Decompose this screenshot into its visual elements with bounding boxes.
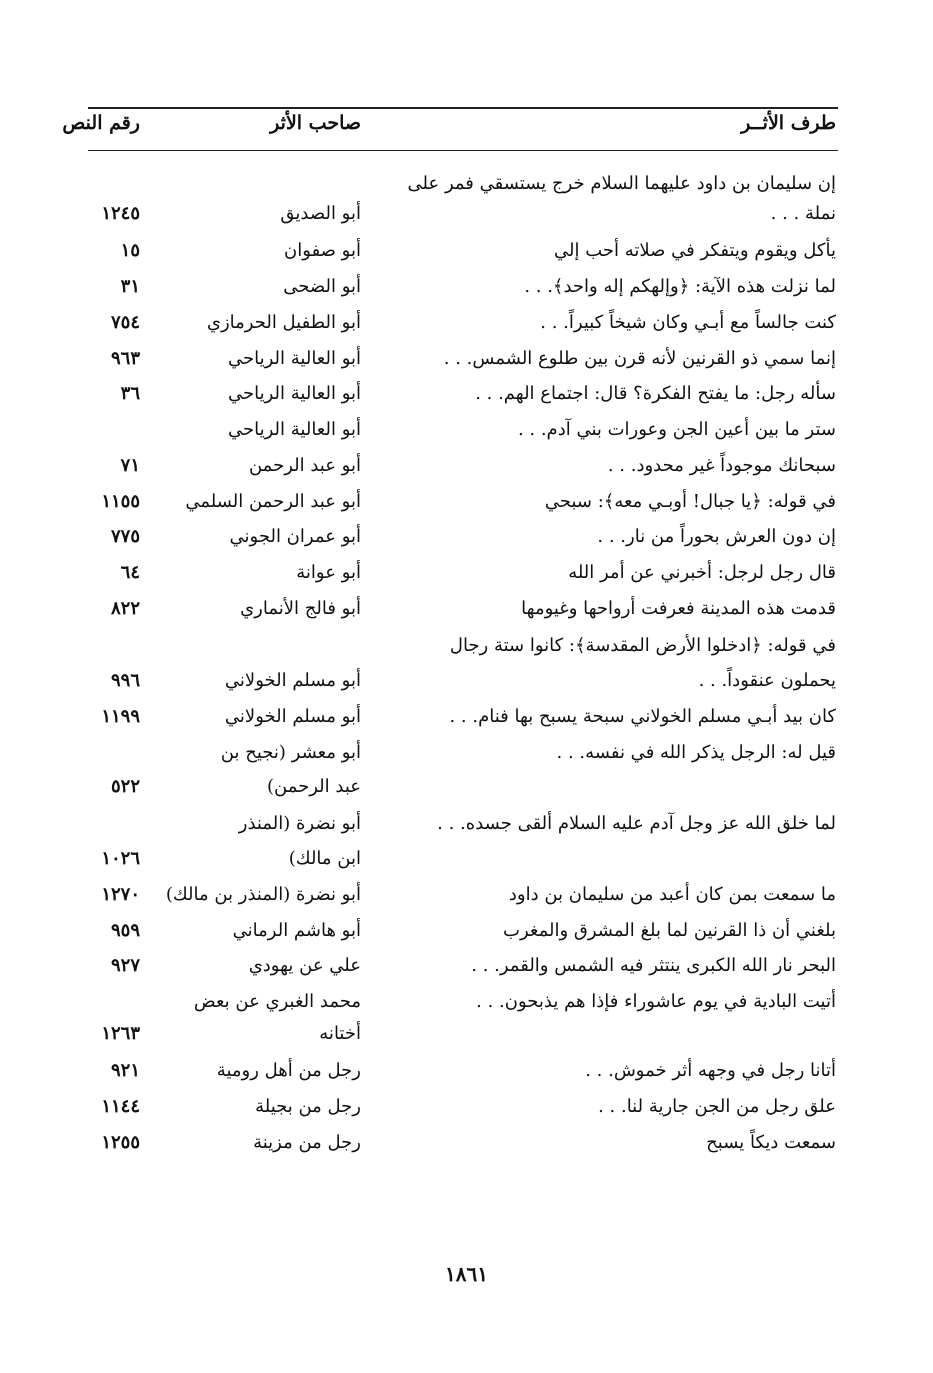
row-sahib: أبو هاشم الرماني — [232, 920, 361, 941]
row-sahib: ابن مالك) — [288, 848, 361, 869]
row-atar: يحملون عنقوداً. . . — [698, 670, 836, 691]
row-raqm: ١١٤٤ — [101, 1096, 140, 1117]
row-atar: سأله رجل: ما يفتح الفكرة؟ قال: اجتماع الهم. . . — [475, 383, 836, 404]
header-raqm: رقم النص — [62, 112, 140, 134]
row-sahib: أبو عبد الرحمن السلمي — [185, 491, 361, 512]
row-raqm: ١١٩٩ — [101, 706, 140, 727]
row-raqm: ١٢٧٠ — [101, 884, 140, 905]
row-raqm: ٧٧٥ — [110, 526, 140, 547]
row-raqm: ٦٤ — [120, 562, 140, 583]
row-sahib: أبو صفوان — [284, 240, 361, 261]
row-atar: قدمت هذه المدينة فعرفت أرواحها وغيومها — [521, 598, 836, 619]
row-raqm: ٣١ — [120, 276, 140, 297]
row-sahib: أبو فالج الأنماري — [240, 598, 361, 619]
row-sahib: محمد الغبري عن بعض — [193, 991, 361, 1012]
row-atar: ستر ما بين أعين الجن وعورات بني آدم. . . — [517, 419, 836, 440]
row-sahib: رجل من أهل رومية — [216, 1060, 361, 1081]
row-atar: في قوله: ﴿يا جبال! أوبـي معه﴾: سبحي — [544, 491, 836, 512]
row-raqm: ٧١ — [120, 455, 140, 476]
row-atar: سبحانك موجوداً غير محدود. . . — [607, 455, 836, 476]
row-raqm: ٩٦٣ — [110, 348, 140, 369]
row-atar: قيل له: الرجل يذكر الله في نفسه. . . — [556, 742, 836, 763]
row-atar: أتيت البادية في يوم عاشوراء فإذا هم يذبحون. . . — [476, 991, 836, 1012]
top-rule — [88, 107, 838, 109]
row-atar: يأكل ويقوم ويتفكر في صلاته أحب إلي — [554, 240, 836, 261]
row-sahib: علي عن يهودي — [248, 955, 361, 976]
row-sahib: أبو نضرة (المنذر بن مالك) — [165, 884, 361, 905]
row-atar: ما سمعت بمن كان أعبد من سليمان بن داود — [508, 884, 836, 905]
row-atar: كان بيد أبـي مسلم الخولاني سبحة يسبح بها فنام. . . — [449, 706, 836, 727]
row-sahib: رجل من بجيلة — [255, 1096, 361, 1117]
row-sahib: أختانه — [319, 1023, 361, 1044]
row-raqm: ٥٢٢ — [110, 776, 140, 797]
row-sahib: أبو الطفيل الحرمازي — [206, 312, 361, 333]
row-raqm: ٩٢٧ — [110, 955, 140, 976]
row-atar: في قوله: ﴿ادخلوا الأرض المقدسة﴾: كانوا ستة رجال — [449, 635, 836, 656]
row-sahib: أبو عوانة — [296, 562, 361, 583]
row-sahib: أبو العالية الرياحي — [227, 383, 361, 404]
row-sahib: أبو العالية الرياحي — [227, 419, 361, 440]
row-sahib: أبو الصديق — [280, 203, 361, 224]
header-atar: طرف الأثــر — [741, 112, 836, 134]
row-raqm: ١١٥٥ — [101, 491, 140, 512]
row-atar: إنما سمي ذو القرنين لأنه قرن بين طلوع الشمس. . . — [443, 348, 836, 369]
row-atar: علق رجل من الجن جارية لنا. . . — [598, 1096, 836, 1117]
row-atar: لما خلق الله عز وجل آدم عليه السلام ألقى جسده. . . — [437, 813, 836, 834]
row-raqm: ٨٢٢ — [110, 598, 140, 619]
row-sahib: أبو مسلم الخولاني — [224, 670, 361, 691]
row-sahib: أبو الضحى — [283, 276, 361, 297]
row-raqm: ٣٦ — [120, 383, 140, 404]
row-atar: أتانا رجل في وجهه أثر خموش. . . — [585, 1060, 836, 1081]
row-sahib: أبو العالية الرياحي — [227, 348, 361, 369]
row-atar: قال رجل لرجل: أخبرني عن أمر الله — [568, 562, 836, 583]
row-atar: نملة . . . — [770, 203, 836, 224]
row-raqm: ١٢٦٣ — [101, 1023, 140, 1044]
row-raqm: ١٠٢٦ — [101, 848, 140, 869]
row-sahib: رجل من مزينة — [253, 1132, 361, 1153]
row-raqm: ٧٥٤ — [110, 312, 140, 333]
header-sahib: صاحب الأثر — [270, 112, 361, 134]
row-raqm: ٩٩٦ — [110, 670, 140, 691]
header-rule — [88, 150, 838, 151]
page-number: ١٨٦١ — [445, 1262, 488, 1286]
row-atar: لما نزلت هذه الآية: ﴿وإلهكم إله واحد﴾. . . — [524, 276, 836, 297]
row-atar: إن سليمان بن داود عليهما السلام خرج يستسقي فمر على — [407, 173, 836, 194]
row-atar: إن دون العرش بحوراً من نار. . . — [597, 526, 836, 547]
row-raqm: ٩٥٩ — [110, 920, 140, 941]
row-atar: بلغني أن ذا القرنين لما بلغ المشرق والمغرب — [503, 920, 836, 941]
row-atar: البحر نار الله الكبرى ينتثر فيه الشمس والقمر. . . — [471, 955, 836, 976]
row-sahib: أبو نضرة (المنذر — [238, 813, 361, 834]
row-sahib: أبو عبد الرحمن — [248, 455, 361, 476]
row-sahib: عبد الرحمن) — [266, 776, 361, 797]
row-raqm: ١٥ — [120, 240, 140, 261]
row-atar: سمعت ديكاً يسبح — [706, 1132, 836, 1153]
row-sahib: أبو عمران الجوني — [229, 526, 361, 547]
row-sahib: أبو معشر (نجيح بن — [220, 742, 361, 763]
row-raqm: ١٢٥٥ — [101, 1132, 140, 1153]
row-raqm: ٩٢١ — [110, 1060, 140, 1081]
row-raqm: ١٢٤٥ — [101, 203, 140, 224]
row-atar: كنت جالساً مع أبـي وكان شيخاً كبيراً. . . — [540, 312, 836, 333]
row-sahib: أبو مسلم الخولاني — [224, 706, 361, 727]
